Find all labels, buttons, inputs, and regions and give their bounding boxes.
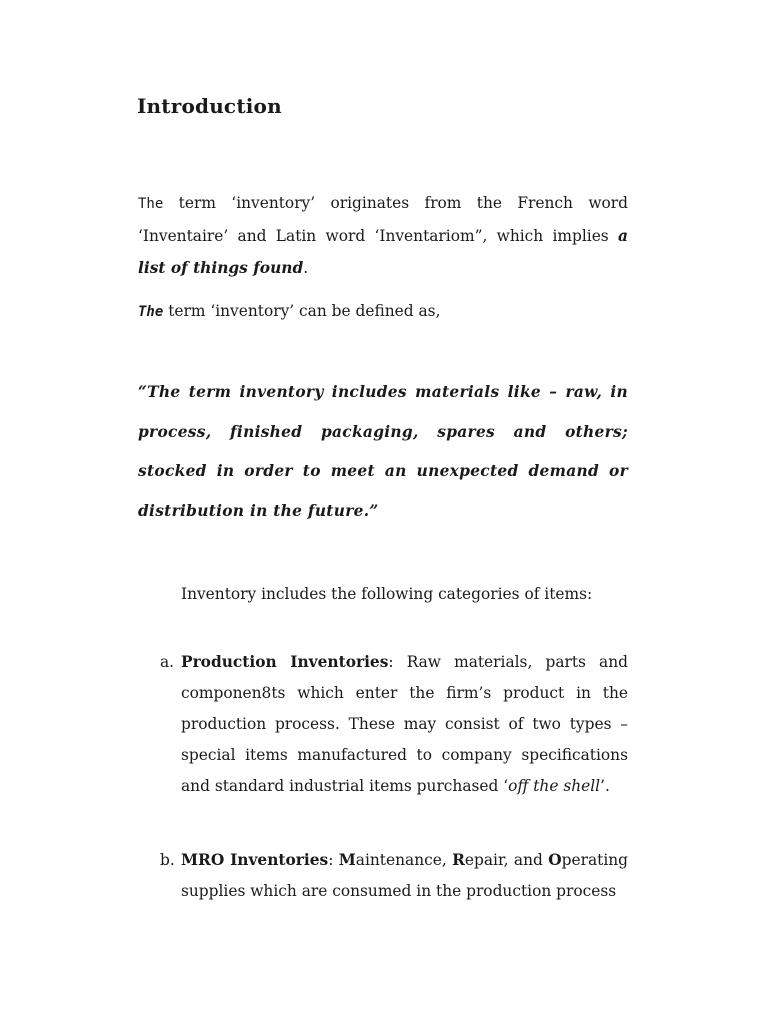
paragraph-text: term ‘inventory’ originates from the French word ‘Inventaire’ and Latin word ‘Inventariom”, which implies [138,194,628,245]
italic-phrase: off the shell [508,777,601,795]
list-marker: a. [160,653,175,671]
list-item [160,647,628,802]
definition-lead-paragraph [138,295,628,328]
list-item [160,845,628,907]
categories-intro: Inventory includes the following categories of items: [181,585,593,603]
definition-quote: “The term inventory includes materials like – raw, in process, finished packaging, spares and others; stocked in order to meet an unexpected demand or distribution in the future.” [138,383,628,520]
emphasis-text: a list of things found [138,227,628,277]
paragraph-text: term ‘inventory’ can be defined as, [163,302,441,320]
term-separator: : [388,653,407,671]
list-marker: b. [160,851,175,869]
paragraph-end: . [303,259,309,277]
acronym-rest-r: epair, and [464,851,549,869]
acronym-letter-o: O [548,851,562,869]
paragraph-lead-word: The [138,196,164,212]
list-item-term: MRO Inventories [181,851,329,869]
origin-paragraph [138,187,628,284]
list-item-body [181,647,628,802]
acronym-rest-m: aintenance, [355,851,453,869]
acronym-letter-r: R [452,851,465,869]
acronym-rest-o: perating supplies which are consumed in the production process [181,851,629,900]
paragraph-lead-word: The [138,304,164,320]
list-item-term: Production Inventories [181,653,389,671]
list-item-end: ’. [600,777,610,795]
page-title: Introduction [137,94,282,118]
list-item-text: Raw materials, parts and componen8ts which enter the firm’s product in the production process. These may consist of two types – special items manufactured to company specifications and standard industrial items purchased ‘ [181,653,628,795]
term-separator: : [328,851,339,869]
list-item-body [181,845,628,907]
acronym-letter-m: M [338,851,356,869]
